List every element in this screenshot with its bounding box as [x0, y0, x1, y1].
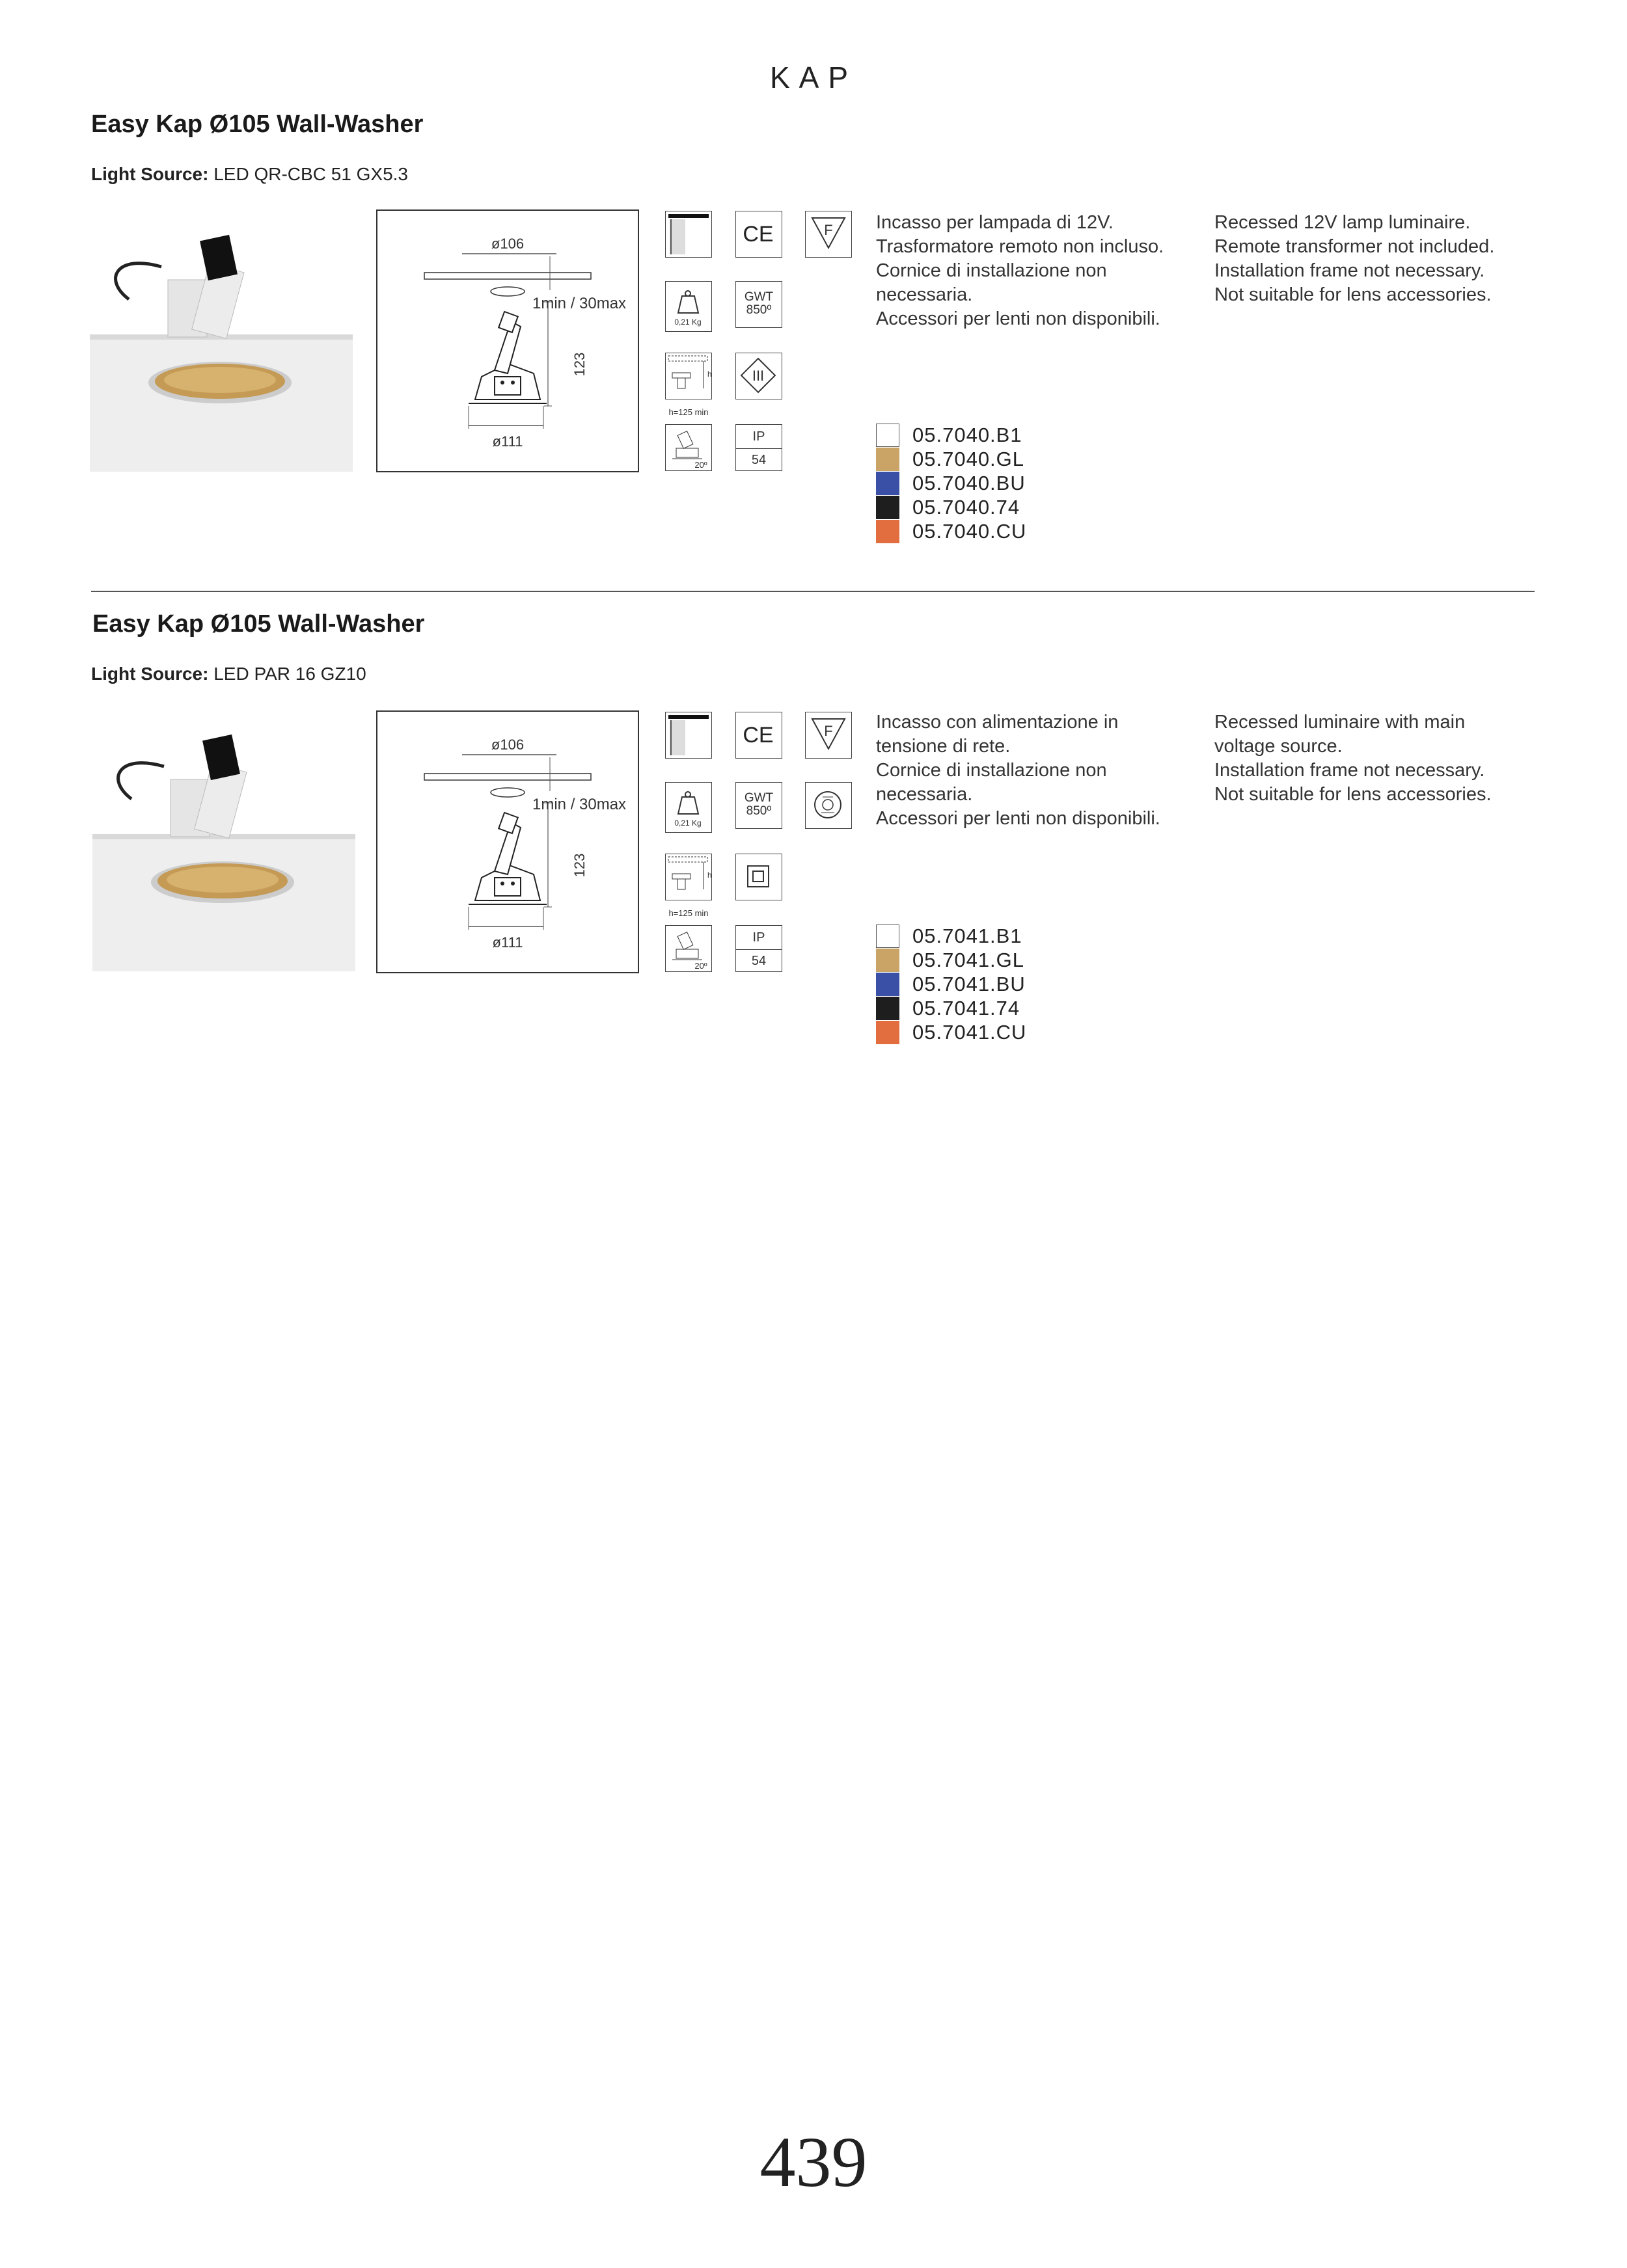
code-row	[876, 1020, 1026, 1044]
dimension-drawing	[377, 211, 638, 471]
desc-line: Incasso per lampada di 12V.	[876, 212, 1114, 233]
f-mark-icon	[805, 211, 852, 258]
technical-drawing	[376, 710, 639, 973]
color-swatch	[876, 496, 899, 519]
tilt-icon	[665, 925, 712, 972]
top-diameter-label: ø106	[491, 236, 525, 252]
ip-value: 54	[751, 453, 767, 467]
light-source-label: Light Source:	[91, 664, 209, 684]
product-title: Easy Kap Ø105 Wall-Washer	[92, 610, 425, 638]
desc-line: Trasformatore remoto non incluso.	[876, 236, 1164, 257]
weight-icon	[665, 281, 712, 332]
downlight-photo-illustration	[90, 228, 353, 472]
desc-line: tensione di rete.	[876, 736, 1011, 757]
desc-line: Cornice di installazione non	[876, 260, 1107, 281]
svg-text:F: F	[824, 723, 833, 739]
gwt-label: GWT	[744, 791, 774, 805]
color-swatch	[876, 520, 899, 543]
code-row	[876, 471, 1026, 495]
desc-line: Remote transformer not included.	[1214, 236, 1495, 257]
recess-min-label: h=125 min	[668, 908, 709, 918]
driver-icon	[805, 782, 852, 829]
product-code: 05.7040.BU	[912, 472, 1026, 494]
desc-line: Incasso con alimentazione in	[876, 712, 1119, 733]
tilt-label: 20º	[694, 961, 707, 971]
brand-header: KAP	[769, 61, 858, 94]
clip-range-label: 1min / 30max	[532, 796, 627, 813]
dimension-drawing	[377, 712, 638, 972]
ip-label: IP	[736, 926, 782, 950]
weight-icon	[665, 782, 712, 833]
color-swatch	[876, 424, 899, 447]
wall-washer-icon	[665, 211, 712, 258]
product-codes	[876, 924, 1026, 1044]
tilt-icon	[665, 424, 712, 471]
desc-line: necessaria.	[876, 784, 973, 805]
gwt-icon	[735, 782, 782, 829]
color-swatch	[876, 925, 899, 948]
ip-rating-icon	[735, 925, 782, 972]
code-row	[876, 948, 1026, 972]
clip-range-label: 1min / 30max	[532, 295, 627, 312]
desc-line: Not suitable for lens accessories.	[1214, 784, 1492, 805]
desc-line: Installation frame not necessary.	[1214, 260, 1485, 281]
code-row	[876, 519, 1026, 543]
ce-mark-icon	[735, 211, 782, 258]
gwt-icon	[735, 281, 782, 328]
product-code: 05.7040.GL	[912, 448, 1025, 470]
ip-label: IP	[736, 425, 782, 449]
class-iii-icon	[735, 353, 782, 399]
color-swatch	[876, 448, 899, 471]
product-photo	[90, 228, 353, 472]
desc-line: Not suitable for lens accessories.	[1214, 284, 1492, 305]
product-code: 05.7040.B1	[912, 424, 1022, 446]
light-source-value: LED PAR 16 GZ10	[213, 664, 366, 684]
code-row	[876, 423, 1026, 447]
desc-line: Accessori per lenti non disponibili.	[876, 808, 1160, 829]
light-source-label: Light Source:	[91, 164, 209, 184]
svg-text:CE: CE	[743, 222, 774, 247]
color-swatch	[876, 1021, 899, 1044]
recess-depth-icon	[665, 353, 712, 399]
gwt-temp: 850º	[746, 804, 772, 818]
bottom-diameter-label: ø111	[492, 934, 523, 951]
product-code: 05.7041.GL	[912, 949, 1025, 971]
desc-line: Recessed 12V lamp luminaire.	[1214, 212, 1471, 233]
color-swatch	[876, 997, 899, 1020]
height-label: 123	[571, 352, 588, 377]
svg-text:h: h	[707, 370, 712, 379]
svg-text:CE: CE	[743, 723, 774, 748]
light-source	[91, 164, 408, 185]
code-row	[876, 447, 1026, 471]
color-swatch	[876, 973, 899, 996]
light-source-value: LED QR-CBC 51 GX5.3	[213, 164, 409, 184]
code-row	[876, 972, 1026, 996]
product-code: 05.7041.BU	[912, 973, 1026, 995]
ip-value: 54	[751, 954, 767, 968]
tilt-label: 20º	[694, 460, 707, 470]
desc-line: Cornice di installazione non	[876, 760, 1107, 781]
product-code: 05.7041.74	[912, 997, 1020, 1019]
code-row	[876, 996, 1026, 1020]
code-row	[876, 924, 1026, 948]
desc-line: Installation frame not necessary.	[1214, 760, 1485, 781]
product-code: 05.7041.CU	[912, 1021, 1027, 1044]
product-title: Easy Kap Ø105 Wall-Washer	[91, 111, 424, 138]
page-number: 439	[759, 2122, 868, 2202]
top-diameter-label: ø106	[491, 736, 525, 753]
product-photo	[92, 727, 355, 971]
gwt-temp: 850º	[746, 303, 772, 317]
ce-mark-icon	[735, 712, 782, 759]
recess-depth-icon	[665, 854, 712, 900]
color-swatch	[876, 949, 899, 972]
desc-line: Accessori per lenti non disponibili.	[876, 308, 1160, 329]
gwt-label: GWT	[744, 290, 774, 304]
color-swatch	[876, 472, 899, 495]
desc-line: necessaria.	[876, 284, 973, 305]
light-source	[91, 664, 366, 684]
description-it	[876, 211, 1201, 331]
code-row	[876, 495, 1026, 519]
svg-text:h: h	[707, 871, 712, 880]
svg-text:F: F	[824, 222, 833, 238]
weight-label: 0,21 Kg	[674, 317, 702, 327]
product-code: 05.7040.CU	[912, 520, 1027, 543]
description-en	[1214, 710, 1540, 807]
desc-line: voltage source.	[1214, 736, 1343, 757]
downlight-photo-illustration	[92, 727, 355, 971]
svg-text:III: III	[752, 368, 765, 384]
desc-line: Recessed luminaire with main	[1214, 712, 1466, 733]
ip-rating-icon	[735, 424, 782, 471]
bottom-diameter-label: ø111	[492, 433, 523, 450]
f-mark-icon	[805, 712, 852, 759]
recess-min-label: h=125 min	[668, 407, 709, 417]
class-ii-icon	[735, 854, 782, 900]
wall-washer-icon	[665, 712, 712, 759]
section-divider	[91, 591, 1535, 592]
description-en	[1214, 211, 1540, 307]
description-it	[876, 710, 1201, 831]
product-code: 05.7041.B1	[912, 925, 1022, 947]
product-codes	[876, 423, 1026, 543]
height-label: 123	[571, 853, 588, 878]
technical-drawing	[376, 209, 639, 472]
weight-label: 0,21 Kg	[674, 818, 702, 828]
product-code: 05.7040.74	[912, 496, 1020, 519]
